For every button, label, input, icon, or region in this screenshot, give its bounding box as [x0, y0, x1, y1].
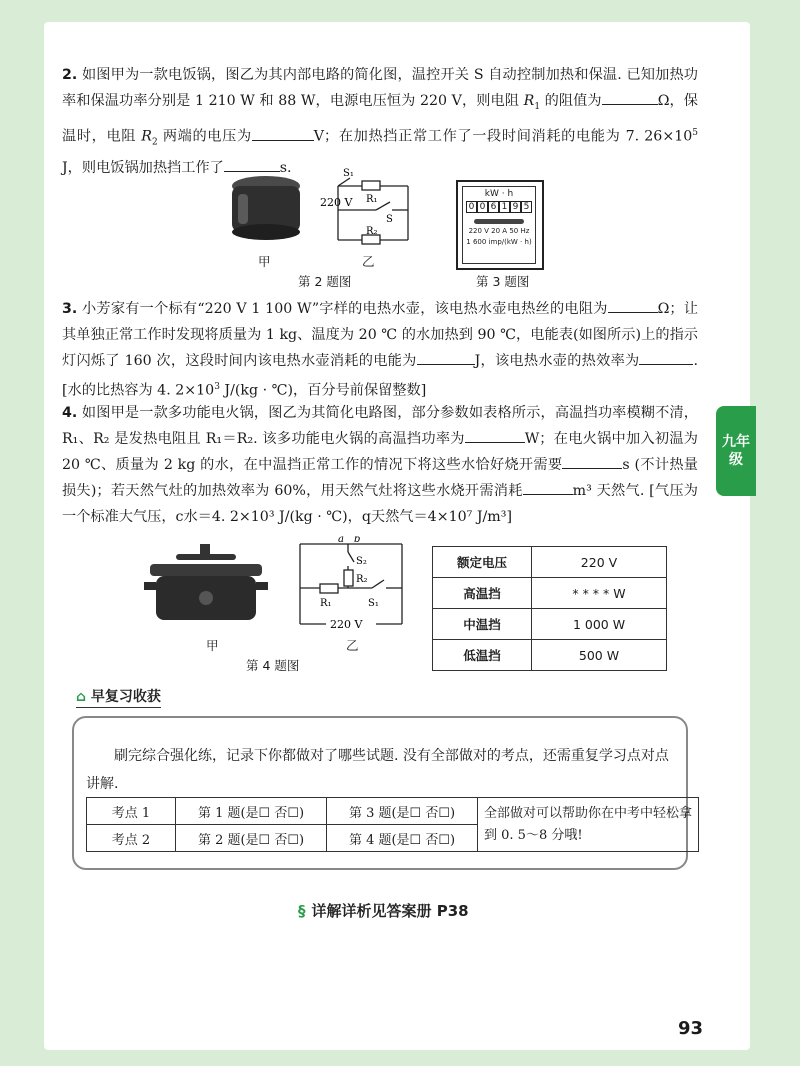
meter-digit: 0: [477, 201, 488, 213]
var-r: R: [141, 128, 152, 145]
answer-blank[interactable]: [523, 478, 573, 495]
table-row: [433, 640, 667, 671]
question-2: [62, 62, 698, 181]
spec-value: 1 000 W: [532, 609, 667, 640]
spec-value: * * * * W: [532, 578, 667, 609]
review-check[interactable]: 第 3 题(是☐ 否☐): [327, 798, 478, 825]
fig2-caption: 第 2 题图: [298, 274, 352, 289]
question-text: 两端的电压为: [157, 128, 252, 145]
fig4-label-jia: 甲: [206, 638, 219, 653]
answer-blank[interactable]: [417, 348, 475, 365]
fig4-caption: 第 4 题图: [246, 658, 300, 673]
electric-meter: [456, 180, 544, 270]
label-220v: 220 V: [320, 196, 353, 209]
review-check[interactable]: 第 4 题(是☐ 否☐): [327, 825, 478, 852]
question-text: Ω，保温时，电阻: [62, 93, 698, 145]
label-a: a: [338, 536, 344, 545]
question-text: Ω；让其单独正常工作时发现将质量为 1 kg、温度为 20 ℃ 的水加热到 90 ℃，电能表(如图所示)上的指示灯闪烁了 160 次，这段时间内该电热水壶消耗的电能为: [62, 301, 699, 369]
exponent: 5: [692, 127, 699, 138]
spec-key: 低温挡: [433, 640, 532, 671]
review-point: 考点 2: [87, 825, 176, 852]
review-heading-text: 早复习收获: [90, 689, 161, 705]
table-row: [433, 578, 667, 609]
question-text: J，则电饭锅加热挡工作了: [62, 160, 224, 177]
meter-digit: 0: [466, 201, 477, 213]
meter-spec2: 1 600 imp/(kW · h): [466, 238, 532, 246]
answer-link[interactable]: [298, 900, 469, 921]
meter-digit: 6: [488, 201, 499, 213]
label-r2: R₂: [366, 226, 378, 237]
answer-link-text: 详解详析见答案册 P38: [311, 902, 469, 920]
meter-spec1: 220 V 20 A 50 Hz: [468, 227, 530, 235]
exponent: 3: [214, 382, 220, 392]
fig4-label-yi: 乙: [346, 638, 359, 653]
question-text: 如图甲是一款多功能电火锅，图乙为其简化电路图，部分参数如表格所示，高温挡功率模糊不清，R₁、R₂ 是发热电阻且 R₁＝R₂. 该多功能电火锅的高温挡功率为: [62, 405, 698, 447]
grade-tab-line1: 九年: [722, 434, 750, 450]
link-icon: §: [298, 902, 306, 920]
page-number: 93: [678, 1018, 704, 1039]
question-text: 如图甲为一款电饭锅，图乙为其内部电路的简化图，温控开关 S 自动控制加热和保温. 已知加热功率和保温功率分别是 1 210 W 和 88 W，电源电压恒为 220 V，则电阻: [62, 67, 698, 109]
fig2-label-yi: 乙: [362, 254, 375, 269]
hot-pot-image: [144, 544, 268, 620]
label-r1: R₁: [366, 194, 378, 205]
question-text: s (不计热量损失)；若天然气灶的加热效率为 60%，用天然气灶将这些水烧开需消耗: [62, 457, 698, 499]
answer-blank[interactable]: [608, 296, 658, 313]
grade-tab-line2: 级: [729, 452, 743, 468]
spec-table: [432, 546, 667, 671]
answer-blank[interactable]: [252, 124, 314, 141]
var-sub: 2: [151, 137, 158, 148]
label-220v: 220 V: [330, 618, 363, 631]
meter-digit: 5: [521, 201, 532, 213]
meter-unit: kW · h: [484, 189, 514, 199]
meter-indicator: [474, 219, 524, 224]
question-text: s.: [279, 160, 292, 177]
review-check[interactable]: 第 1 题(是☐ 否☐): [176, 798, 327, 825]
label-r1: R₁: [320, 598, 332, 609]
spec-value: 500 W: [532, 640, 667, 671]
table-row: [433, 609, 667, 640]
review-check[interactable]: 第 2 题(是☐ 否☐): [176, 825, 327, 852]
rice-cooker-image: [232, 176, 300, 240]
fig3-caption: 第 3 题图: [476, 274, 530, 289]
review-table: [86, 797, 699, 852]
label-r2: R₂: [356, 574, 368, 585]
question-text: V；在加热挡正常工作了一段时间消耗的电能为 7. 26×10: [313, 128, 693, 145]
question-number: 4.: [62, 405, 78, 421]
figure-2: [226, 166, 416, 266]
meter-digit: 1: [499, 201, 510, 213]
review-intro: [86, 742, 676, 798]
spec-key: 高温挡: [433, 578, 532, 609]
question-text: . [水的比热容为 4. 2×10: [62, 353, 698, 399]
label-s2: S₂: [356, 556, 367, 567]
review-intro-text: 刷完综合强化练，记录下你都做对了哪些试题. 没有全部做对的考点，还需重复学习点对点讲解.: [86, 748, 669, 792]
answer-blank[interactable]: [602, 88, 658, 105]
question-3: [62, 296, 698, 404]
answer-blank[interactable]: [465, 426, 525, 443]
question-4: [62, 400, 698, 530]
spec-key: 中温挡: [433, 609, 532, 640]
review-point: 考点 1: [87, 798, 176, 825]
circuit-4: [300, 544, 402, 624]
table-row: [87, 798, 699, 825]
meter-digits: [463, 201, 535, 213]
answer-blank[interactable]: [639, 348, 693, 365]
question-text: 的阻值为: [540, 93, 602, 109]
review-note: 全部做对可以帮助你在中考中轻松拿到 0. 5～8 分哦!: [478, 798, 699, 852]
question-text: m³ 天然气. [气压为一个标准大气压，c水＝4. 2×10³ J/(kg · ℃)，q天然气＝4×10⁷ J/m³]: [62, 483, 698, 525]
spec-value: 220 V: [532, 547, 667, 578]
meter-digit: 9: [510, 201, 521, 213]
label-s1: S₁: [343, 168, 354, 179]
question-text: J/(kg · ℃)，百分号前保留整数]: [219, 382, 427, 399]
label-b: b: [354, 536, 361, 545]
review-heading: [76, 686, 161, 708]
house-icon: ⌂: [76, 689, 87, 705]
question-text: 小芳家有一个标有“220 V 1 100 W”字样的电热水壶，该电热水壶电热丝的电阻为: [82, 301, 608, 317]
question-number: 2.: [62, 67, 78, 83]
answer-blank[interactable]: [562, 452, 622, 469]
var-r: R: [523, 93, 535, 109]
var-sub: 1: [534, 101, 541, 112]
label-s1: S₁: [368, 598, 379, 609]
question-text: W；在电火锅中加入初温为 20 ℃、质量为 2 kg 的水，在中温挡正常工作的情况下将这些水恰好烧开需要: [62, 431, 698, 473]
spec-key: 额定电压: [433, 547, 532, 578]
table-row: [433, 547, 667, 578]
figure-4: [140, 536, 420, 646]
fig2-label-jia: 甲: [258, 254, 271, 269]
label-s: S: [386, 214, 393, 225]
question-text: J，该电热水壶的热效率为: [474, 353, 640, 369]
question-number: 3.: [62, 301, 78, 317]
grade-tab: [716, 406, 756, 496]
